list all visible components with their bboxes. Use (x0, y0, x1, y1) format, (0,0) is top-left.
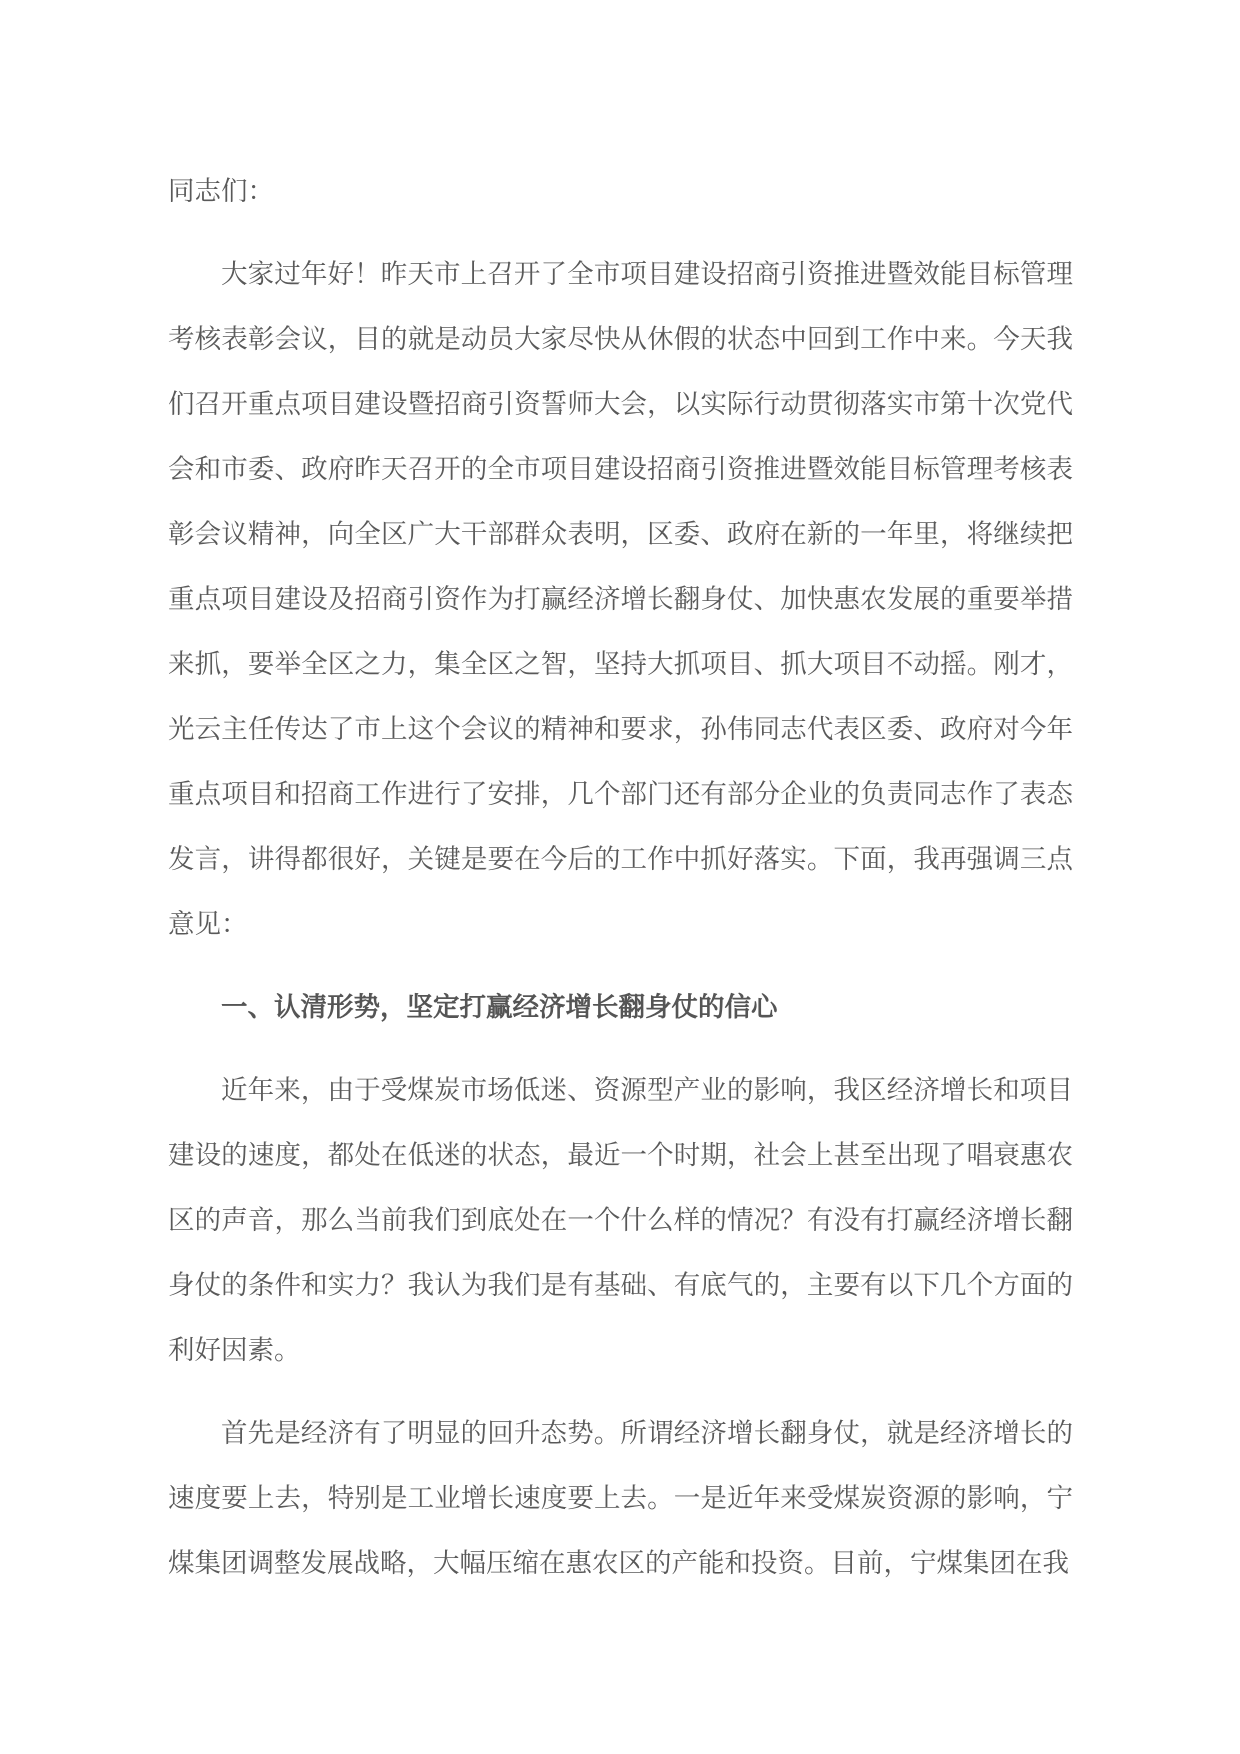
section-heading-1: 一、认清形势，坚定打赢经济增长翻身仗的信心 (221, 992, 778, 1022)
document-body (168, 159, 1073, 1596)
salutation: 同志们： (168, 176, 274, 206)
paragraph-economy: 首先是经济有了明显的回升态势。所谓经济增长翻身仗，就是经济增长的速度要上去，特别是工业增长速度要上去。一是近年来受煤炭资源的影响，宁煤集团调整发展战略，大幅压缩在惠农区的产能和投资。目前，宁煤集团在我 (168, 1418, 1073, 1578)
paragraph-opening: 大家过年好！昨天市上召开了全市项目建设招商引资推进暨效能目标管理考核表彰会议，目的就是动员大家尽快从休假的状态中回到工作中来。今天我们召开重点项目建设暨招商引资誓师大会，以实际行动贯彻落实市第十次党代会和市委、政府昨天召开的全市项目建设招商引资推进暨效能目标管理考核表彰会议精神，向全区广大干部群众表明，区委、政府在新的一年里，将继续把重点项目建设及招商引资作为打赢经济增长翻身仗、加快惠农发展的重要举措来抓，要举全区之力，集全区之智，坚持大抓项目、抓大项目不动摇。刚才，光云主任传达了市上这个会议的精神和要求，孙伟同志代表区委、政府对今年重点项目和招商工作进行了安排，几个部门还有部分企业的负责同志作了表态发言，讲得都很好，关键是要在今后的工作中抓好落实。下面，我再强调三点意见： (168, 259, 1073, 939)
paragraph-situation: 近年来，由于受煤炭市场低迷、资源型产业的影响，我区经济增长和项目建设的速度，都处在低迷的状态，最近一个时期，社会上甚至出现了唱衰惠农区的声音，那么当前我们到底处在一个什么样的情况？有没有打赢经济增长翻身仗的条件和实力？我认为我们是有基础、有底气的，主要有以下几个方面的利好因素。 (168, 1075, 1073, 1365)
